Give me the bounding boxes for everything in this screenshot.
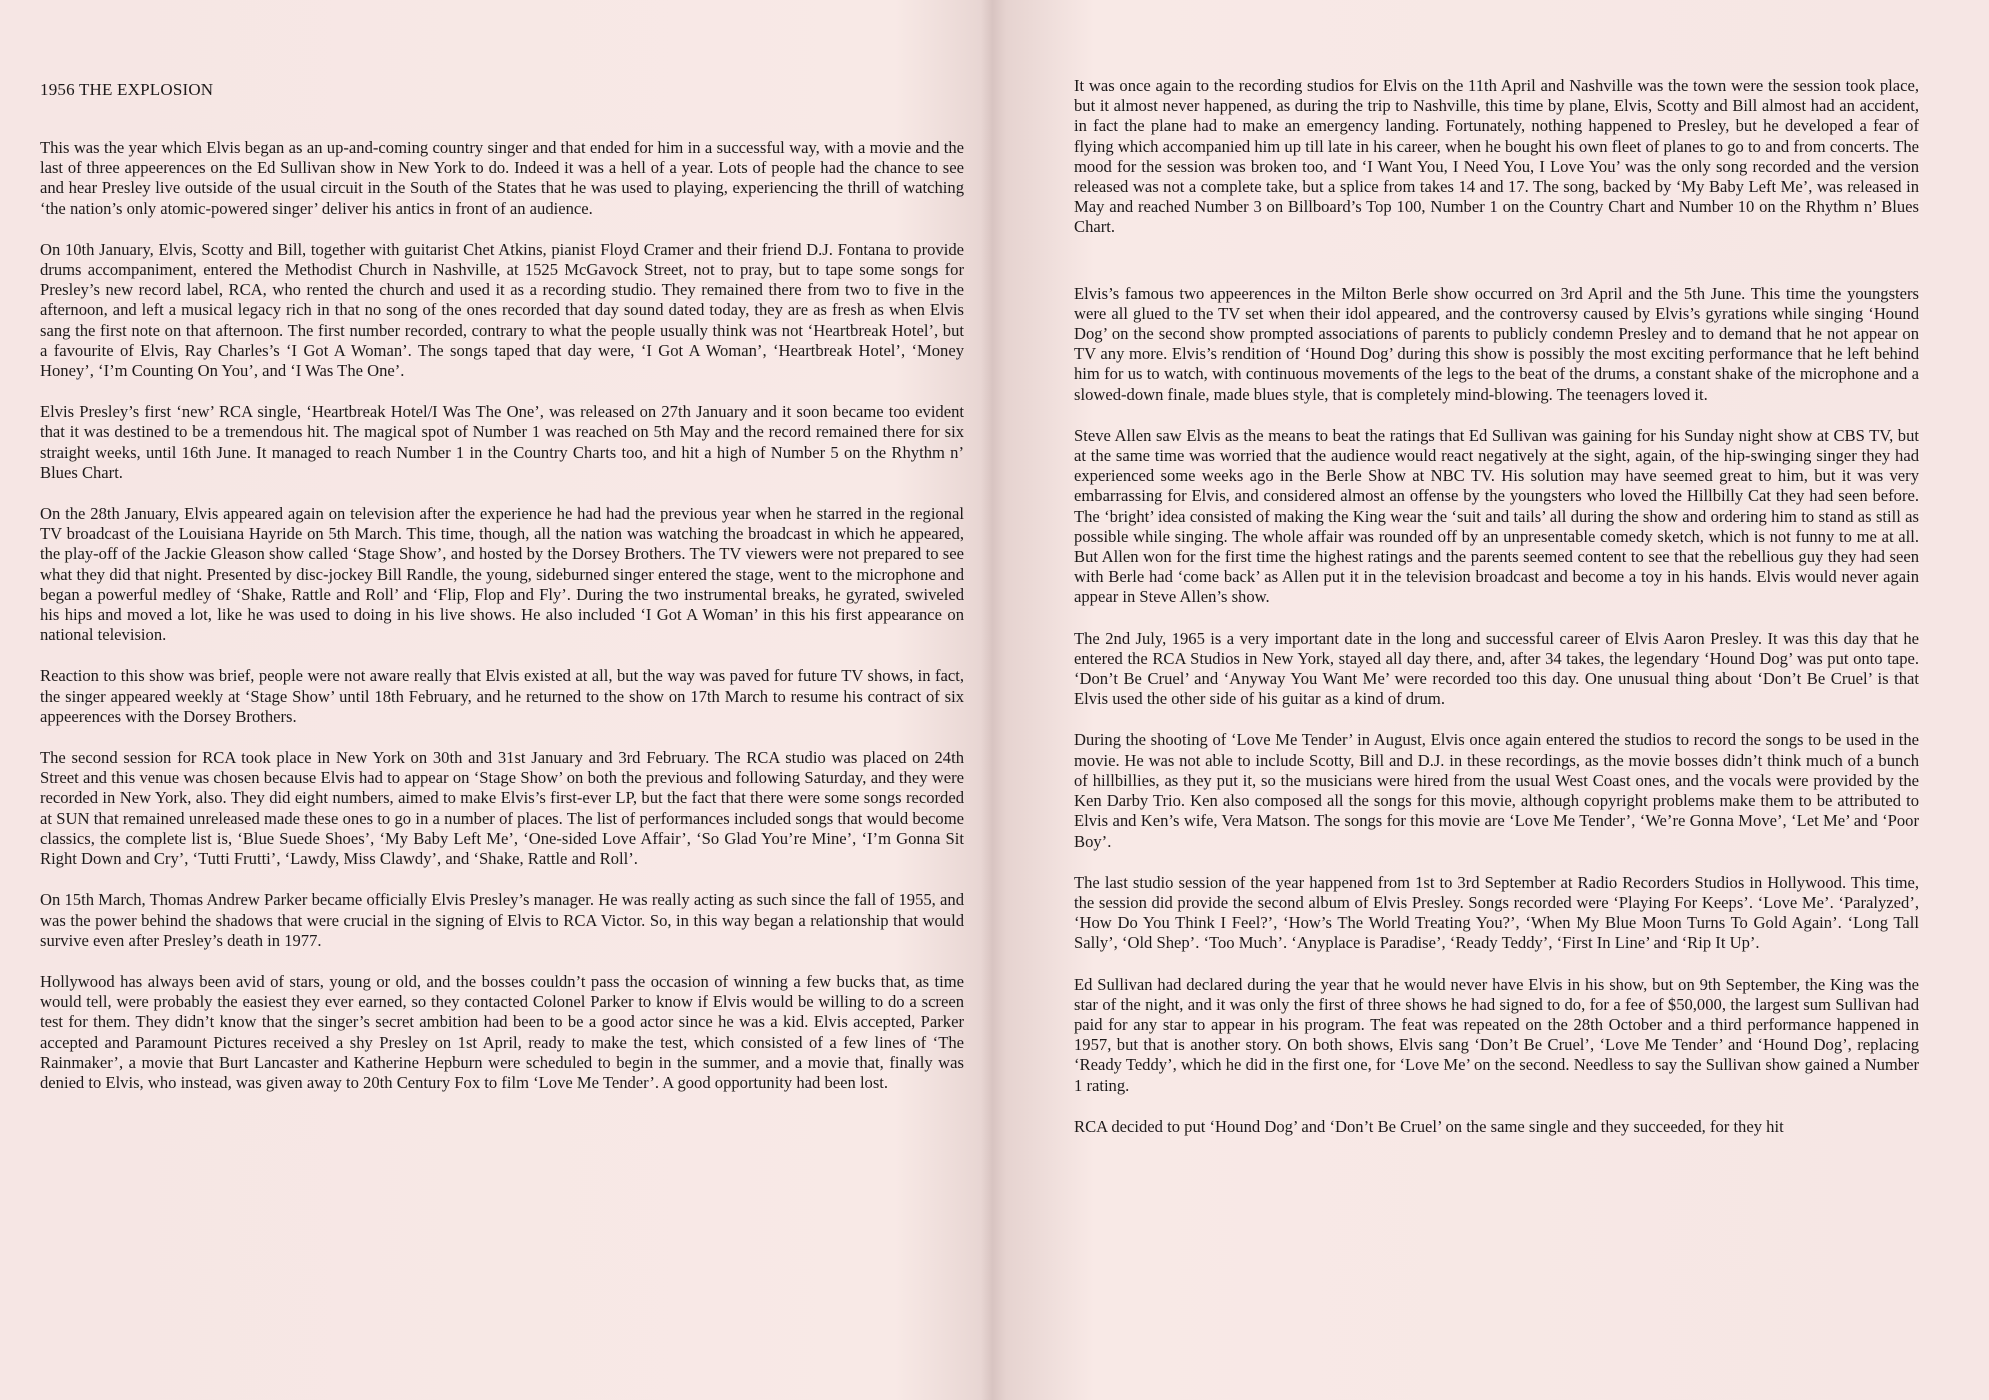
paragraph: Reaction to this show was brief, people were not aware really that Elvis existed at all, but the way was paved for future TV shows, in fact, the singer appeared weekly at ‘Stage Show’ until 18th February, and he returned to the show on 17th March to resume his contract of six appeerences with the Dorsey Brothers.: [40, 666, 964, 726]
paragraph: On 10th January, Elvis, Scotty and Bill, together with guitarist Chet Atkins, pianist Floyd Cramer and their friend D.J. Fontana to provide drums accompaniment, entered the Methodist Church in Nashville, at 1525 McGavock Street, not to pray, but to tape some songs for Presley’s new record label, RCA, who rented the church and used it as a recording studio. They remained there from two to five in the afternoon, and left a musical legacy rich in that no song of the ones recorded that day sound dated today, they are as fresh as when Elvis sang the first note on that afternoon. The first number recorded, contrary to what the people usually think was not ‘Heartbreak Hotel’, but a favourite of Elvis, Ray Charles’s ‘I Got A Woman’. The songs taped that day were, ‘I Got A Woman’, ‘Heartbreak Hotel’, ‘Money Honey’, ‘I’m Counting On You’, and ‘I Was The One’.: [40, 239, 964, 381]
paragraph: The second session for RCA took place in New York on 30th and 31st January and 3rd February. The RCA studio was placed on 24th Street and this venue was chosen because Elvis had to appear on ‘Stage Show’ on both the previous and following Saturday, and they were recorded in New York, also. They did eight numbers, aimed to make Elvis’s first-ever LP, but the fact that there were some songs recorded at SUN that remained unreleased made these ones to go in a number of places. The list of performances included songs that would become classics, the complete list is, ‘Blue Suede Shoes’, ‘My Baby Left Me’, ‘One-sided Love Affair’, ‘So Glad You’re Mine’, ‘I’m Gonna Sit Right Down and Cry’, ‘Tutti Frutti’, ‘Lawdy, Miss Clawdy’, and ‘Shake, Rattle and Roll’.: [40, 748, 964, 869]
paragraph: Elvis’s famous two appeerences in the Milton Berle show occurred on 3rd April and the 5th June. This time the youngsters were all glued to the TV set when their idol appeared, and the controversy caused by Elvis’s gyrations while singing ‘Hound Dog’ on the second show prompted associations of parents to publicly condemn Presley and to demand that he not appear on TV any more. Elvis’s rendition of ‘Hound Dog’ during this show is possibly the most exciting performance that he left behind him for us to watch, with continuous movements of the legs to the beat of the drums, a constant shake of the microphone and a slowed-down finale, made blues style, that is completely mind-blowing. The teenagers loved it.: [1074, 283, 1919, 404]
right-page: [1000, 0, 1989, 1400]
paragraph: Elvis Presley’s first ‘new’ RCA single, ‘Heartbreak Hotel/I Was The One’, was released on 27th January and it soon became too evident that it was destined to be a tremendous hit. The magical spot of Number 1 was reached on 5th May and the record remained there for six straight weeks, until 16th June. It managed to reach Number 1 in the Country Charts too, and hit a high of Number 5 on the Rhythm n’ Blues Chart.: [40, 402, 964, 482]
paragraph: Hollywood has always been avid of stars, young or old, and the bosses couldn’t pass the occasion of winning a few bucks that, as time would tell, were probably the easiest they ever earned, so they contacted Colonel Parker to know if Elvis would be willing to do a screen test for them. They didn’t know that the singer’s secret ambition had been to be a good actor since he was a kid. Elvis accepted, Parker accepted and Paramount Pictures received a shy Presley on 1st April, ready to make the test, which consisted of a few lines of ‘The Rainmaker’, a movie that Burt Lancaster and Katherine Hepburn were scheduled to begin in the summer, and a movie that, finally was denied to Elvis, who instead, was given away to 20th Century Fox to film ‘Love Me Tender’. A good opportunity had been lost.: [40, 971, 964, 1092]
paragraph: The 2nd July, 1965 is a very important date in the long and successful career of Elvis Aaron Presley. It was this day that he entered the RCA Studios in New York, stayed all day there, and, after 34 takes, the legendary ‘Hound Dog’ was put onto tape. ‘Don’t Be Cruel’ and ‘Anyway You Want Me’ were recorded too this day. One unusual thing about ‘Don’t Be Cruel’ is that Elvis used the other side of his guitar as a kind of drum.: [1074, 628, 1919, 709]
running-head: 1956 THE EXPLOSION: [40, 80, 214, 99]
paragraph: This was the year which Elvis began as an up-and-coming country singer and that ended for him in a successful way, with a movie and the last of three appeerences on the Ed Sullivan show in New York to do. Indeed it was a hell of a year. Lots of people had the chance to see and hear Presley live outside of the usual circuit in the South of the States that he was used to playing, experiencing the thrill of watching ‘the nation’s only atomic-powered singer’ deliver his antics in front of an audience.: [40, 138, 964, 218]
paragraph: Ed Sullivan had declared during the year that he would never have Elvis in his show, but on 9th September, the King was the star of the night, and it was only the first of three shows he had signed to do, for a fee of $50,000, the largest sum Sullivan had paid for any star to appear in his program. The feat was repeated on the 28th October and a third performance happened in 1957, but that is another story. On both shows, Elvis sang ‘Don’t Be Cruel’, ‘Love Me Tender’ and ‘Hound Dog’, replacing ‘Ready Teddy’, which he did in the first one, for ‘Love Me’ on the second. Needless to say the Sullivan show gained a Number 1 rating.: [1074, 974, 1919, 1095]
paragraph: Steve Allen saw Elvis as the means to beat the ratings that Ed Sullivan was gaining for his Sunday night show at CBS TV, but at the same time was worried that the audience would react negatively at the sight, again, of the hip-swinging singer they had experienced some weeks ago in the Berle Show at NBC TV. His solution may have seemed great to him, but it was very embarrassing for Elvis, and considered almost an offense by the youngsters who loved the Hillbilly Cat they had seen before. The ‘bright’ idea consisted of making the King wear the ‘suit and tails’ all during the show and ordering him to stand as still as possible while singing. The whole affair was rounded off by an unpresentable comedy sketch, which is not funny to me at all. But Allen won for the first time the highest ratings and the parents seemed content to see that the rebellious guy they had seen with Berle had ‘come back’ as Allen put it in the television broadcast and become a toy in his hands. Elvis would never again appear in Steve Allen’s show.: [1074, 425, 1919, 607]
paragraph: The last studio session of the year happened from 1st to 3rd September at Radio Recorders Studios in Hollywood. This time, the session did provide the second album of Elvis Presley. Songs recorded were ‘Playing For Keeps’. ‘Love Me’. ‘Paralyzed’, ‘How Do You Think I Feel?’, ‘How’s The World Treating You?’, ‘When My Blue Moon Turns To Gold Again’. ‘Long Tall Sally’, ‘Old Shep’. ‘Too Much’. ‘Anyplace is Paradise’, ‘Ready Teddy’, ‘First In Line’ and ‘Rip It Up’.: [1074, 872, 1919, 953]
paragraph: RCA decided to put ‘Hound Dog’ and ‘Don’t Be Cruel’ on the same single and they succeeded, for they hit: [1074, 1116, 1784, 1136]
paragraph: It was once again to the recording studios for Elvis on the 11th April and Nashville was the town were the session took place, but it almost never happened, as during the trip to Nashville, this time by plane, Elvis, Scotty and Bill almost had an accident, in fact the plane had to make an emergency landing. Fortunately, nothing happened to Presley, but he developed a fear of flying which accompanied him up till late in his career, when he bought his own fleet of planes to go to and from concerts. The mood for the session was broken too, and ‘I Want You, I Need You, I Love You’ was the only song recorded and the version released was not a complete take, but a splice from takes 14 and 17. The song, backed by ‘My Baby Left Me’, was released in May and reached Number 3 on Billboard’s Top 100, Number 1 on the Country Chart and Number 10 on the Rhythm n’ Blues Chart.: [1074, 76, 1919, 237]
paragraph: During the shooting of ‘Love Me Tender’ in August, Elvis once again entered the studios to record the songs to be used in the movie. He was not able to include Scotty, Bill and D.J. in these recordings, as the movie bosses didn’t think much of a bunch of hillbillies, as they put it, so the musicians were hired from the usual West Coast ones, and the vocals were provided by the Ken Darby Trio. Ken also composed all the songs for this movie, although copyright problems make them to be attributed to Elvis and Ken’s wife, Vera Matson. The songs for this movie are ‘Love Me Tender’, ‘We’re Gonna Move’, ‘Let Me’ and ‘Poor Boy’.: [1074, 730, 1919, 851]
left-page: [0, 0, 982, 1400]
paragraph: On 15th March, Thomas Andrew Parker became officially Elvis Presley’s manager. He was really acting as such since the fall of 1955, and was the power behind the shadows that were crucial in the signing of Elvis to RCA Victor. So, in this way began a relationship that would survive even after Presley’s death in 1977.: [40, 890, 964, 950]
paragraph: On the 28th January, Elvis appeared again on television after the experience he had had the previous year when he starred in the regional TV broadcast of the Louisiana Hayride on 5th March. This time, though, all the nation was watching the broadcast in which he appeared, the play-off of the Jackie Gleason show called ‘Stage Show’, and hosted by the Dorsey Brothers. The TV viewers were not prepared to see what they did that night. Presented by disc-jockey Bill Randle, the young, sideburned singer entered the stage, went to the microphone and began a powerful medley of ‘Shake, Rattle and Roll’ and ‘Flip, Flop and Fly’. During the two instrumental breaks, he gyrated, swiveled his hips and moved a lot, like he was used to doing in his live shows. He also included ‘I Got A Woman’ in this his first appearance on national television.: [40, 504, 964, 645]
